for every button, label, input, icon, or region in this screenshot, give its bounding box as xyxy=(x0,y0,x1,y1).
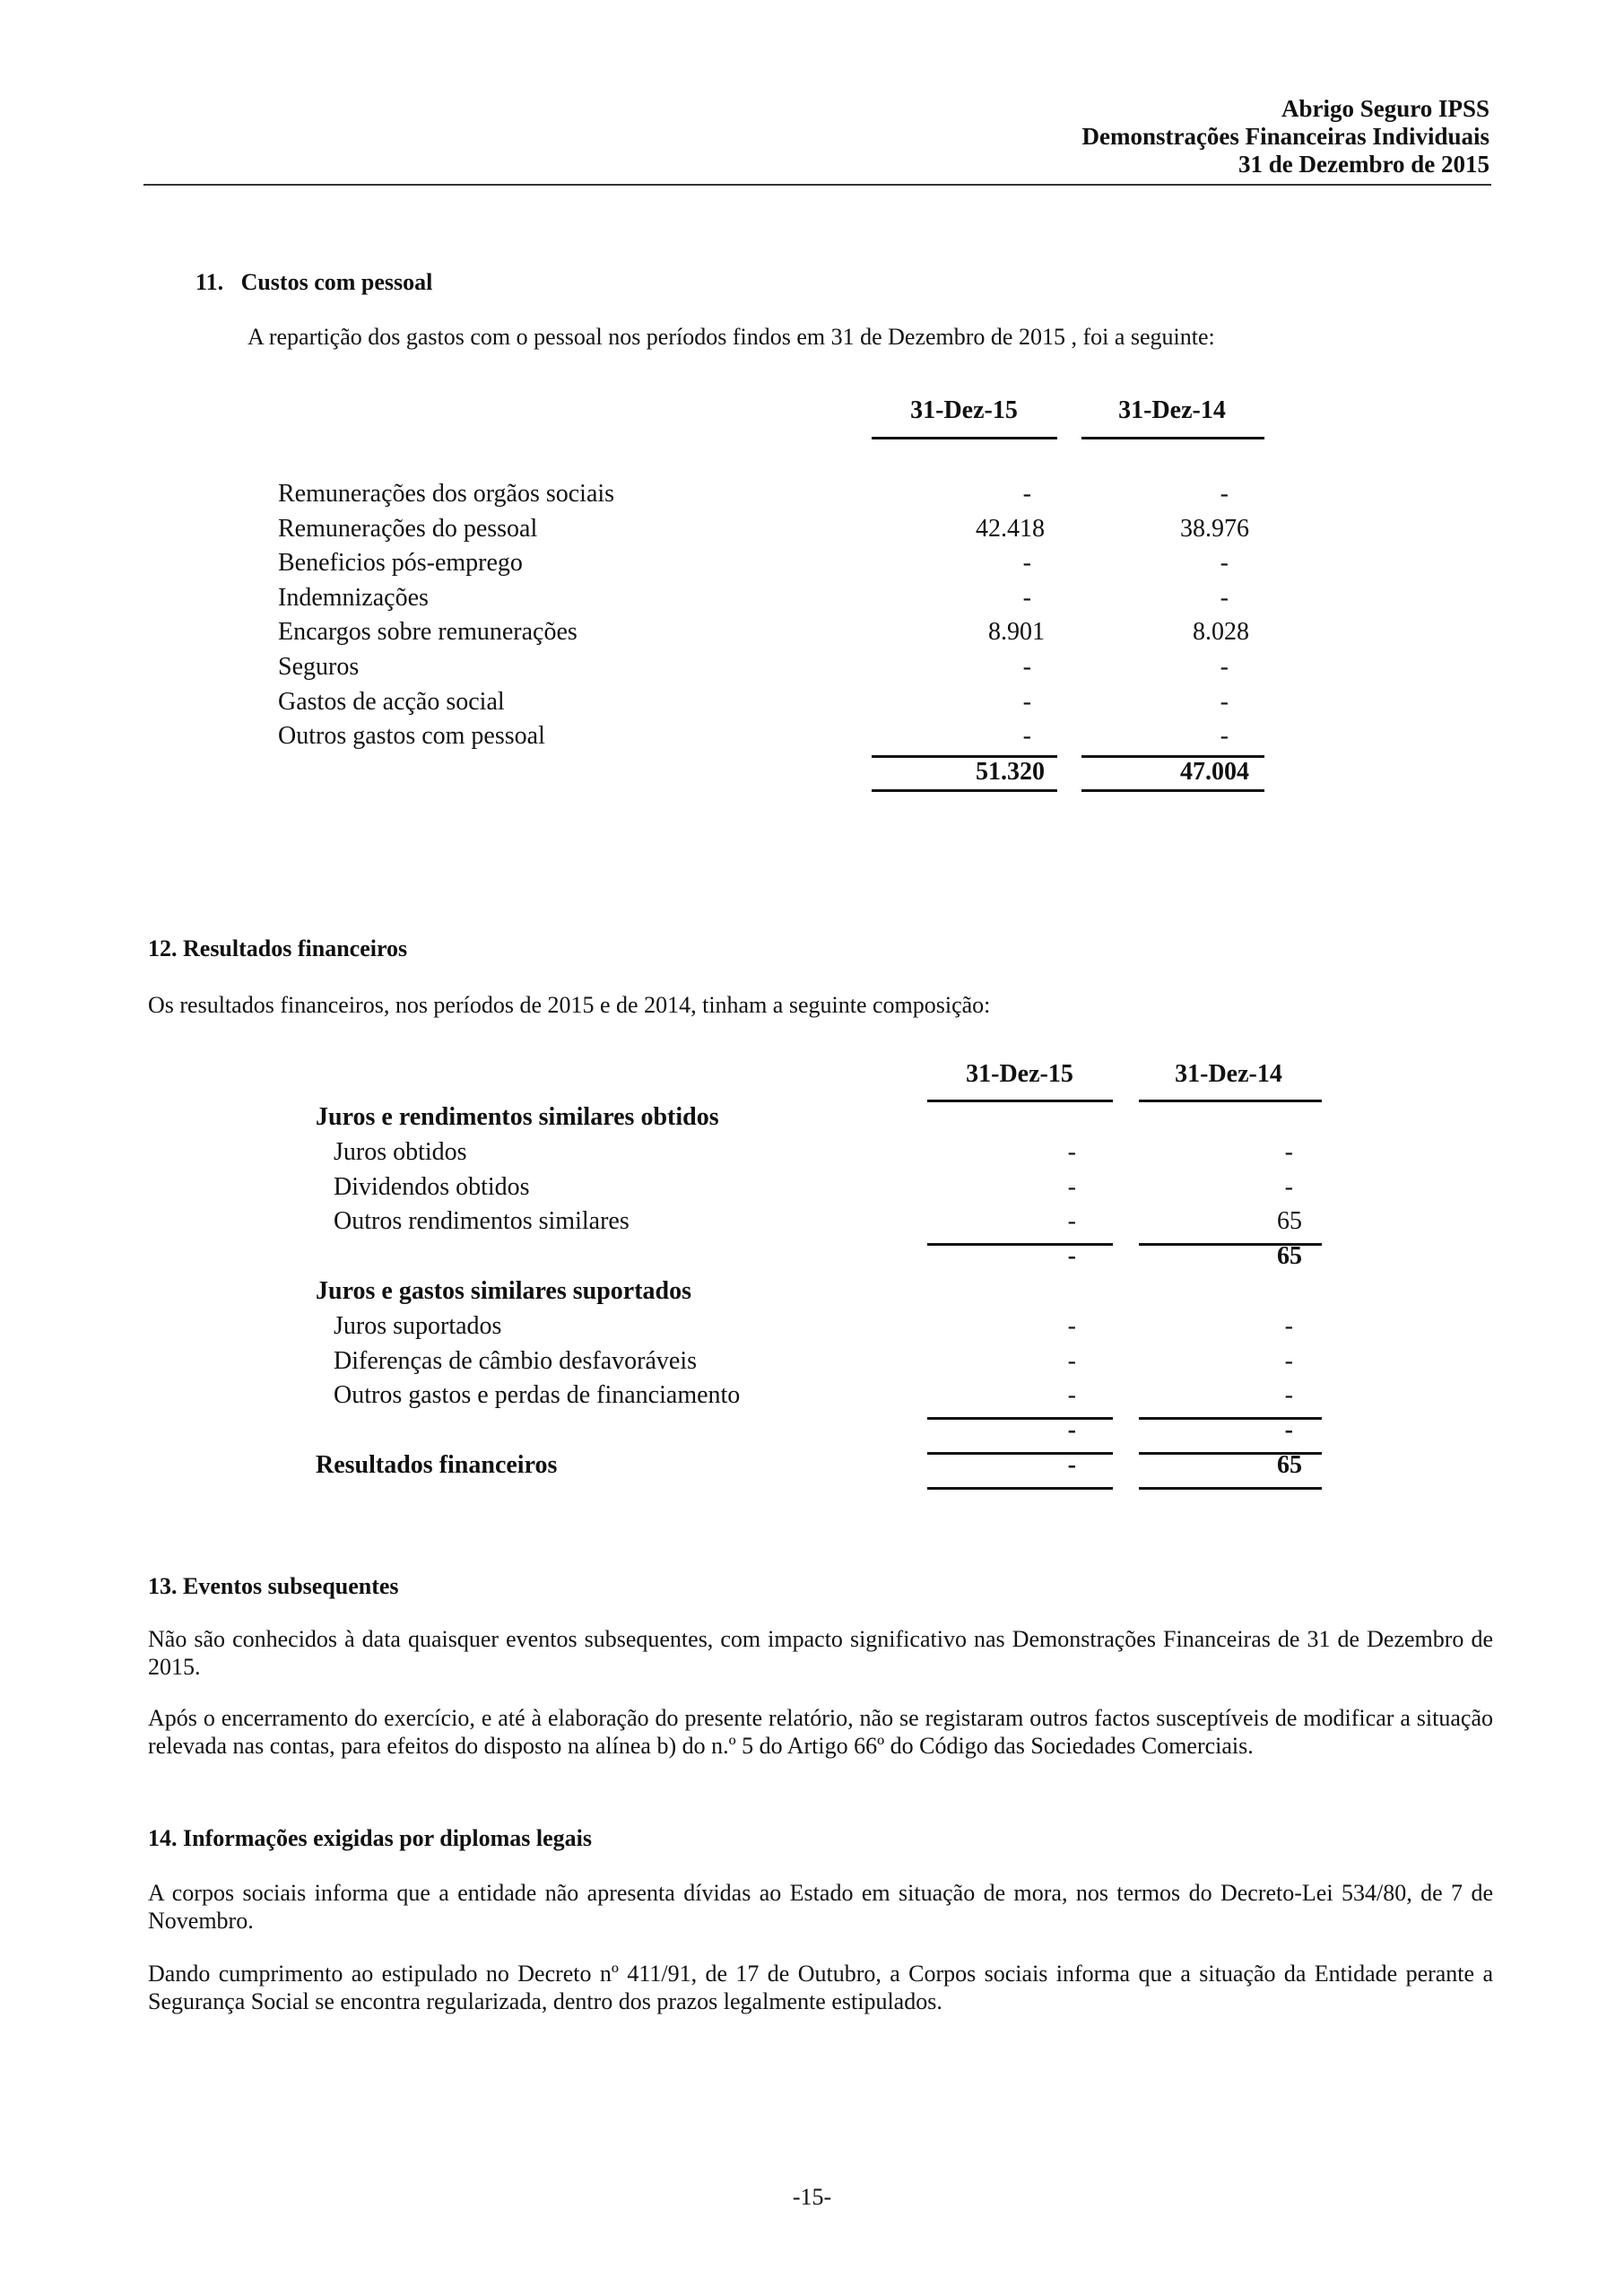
row-value-2014: 8.028 xyxy=(1193,618,1249,647)
row-label: Beneficios pós-emprego xyxy=(278,549,523,578)
subtotal-value-2014: 65 xyxy=(1277,1242,1302,1271)
row-value-2014: - xyxy=(1220,653,1229,681)
total-double-rule xyxy=(1081,789,1264,792)
row-value-2015: 42.418 xyxy=(976,514,1045,543)
subtotal-value-2015: - xyxy=(1067,1416,1076,1445)
subtotal-value-2015: - xyxy=(1067,1242,1076,1271)
row-label: Dividendos obtidos xyxy=(334,1172,530,1201)
row-value-2015: - xyxy=(1022,653,1031,681)
row-label: Encargos sobre remunerações xyxy=(278,618,578,647)
row-value-2015: - xyxy=(1022,583,1031,612)
row-label: Seguros xyxy=(278,653,360,681)
total-double-rule xyxy=(872,789,1057,792)
row-label: Juros obtidos xyxy=(334,1137,467,1166)
row-value-2015: - xyxy=(1022,480,1031,508)
page-header xyxy=(1081,95,1489,178)
document-date: 31 de Dezembro de 2015 xyxy=(1238,151,1489,178)
row-value-2014: - xyxy=(1220,480,1229,508)
row-value-2014: - xyxy=(1220,583,1229,612)
row-value-2014: 38.976 xyxy=(1180,514,1249,543)
section-14-paragraph-2: Dando cumprimento ao estipulado no Decreto nº 411/91, de 17 de Outubro, a Corpos sociais informa que a situação da Entidade perante a Segurança Social se encontra regularizada, dentro dos prazos legalmente estipulados. xyxy=(148,1961,1493,2014)
section-13-heading: 13. Eventos subsequentes xyxy=(148,1573,399,1599)
row-label: Gastos de acção social xyxy=(278,687,505,716)
total-value-2014: 47.004 xyxy=(1180,758,1249,786)
result-value-2015: - xyxy=(1067,1451,1076,1479)
row-value-2015: 8.901 xyxy=(988,618,1045,647)
section-12-heading: 12. Resultados financeiros xyxy=(148,935,408,961)
section-13-paragraph-1: Não são conhecidos à data quaisquer eventos subsequentes, com impacto significativo nas Demonstrações Financeiras de 31 de Dezembro de 2015. xyxy=(148,1626,1493,1680)
row-value-2015: - xyxy=(1067,1207,1076,1236)
group-title: Juros e gastos similares suportados xyxy=(316,1277,692,1305)
row-label: Indemnizações xyxy=(278,583,429,612)
row-value-2015: - xyxy=(1067,1172,1076,1201)
row-value-2014: 65 xyxy=(1277,1207,1302,1236)
row-value-2015: - xyxy=(1067,1137,1076,1166)
column-header-2015: 31-Dez-15 xyxy=(966,1060,1073,1088)
row-value-2015: - xyxy=(1022,722,1031,751)
row-value-2014: - xyxy=(1284,1311,1293,1340)
column-header-2015: 31-Dez-15 xyxy=(910,396,1018,424)
result-label: Resultados financeiros xyxy=(316,1451,558,1479)
row-value-2014: - xyxy=(1284,1346,1293,1375)
row-label: Outros rendimentos similares xyxy=(334,1207,630,1236)
row-value-2015: - xyxy=(1067,1381,1076,1410)
row-value-2015: - xyxy=(1067,1346,1076,1375)
row-label: Remunerações do pessoal xyxy=(278,514,538,543)
result-double-rule xyxy=(927,1487,1113,1490)
section-13-paragraph-2: Após o encerramento do exercício, e até à elaboração do presente relatório, não se registaram outros factos susceptíveis de modificar a situação relevada nas contas, para efeitos do disposto na alínea b) do n.º 5 do Artigo 66º do Código das Sociedades Comerciais. xyxy=(148,1705,1493,1759)
subtotal-value-2014: - xyxy=(1284,1416,1293,1445)
group-title: Juros e rendimentos similares obtidos xyxy=(316,1103,719,1131)
row-value-2014: - xyxy=(1220,549,1229,578)
section-11-intro: A repartição dos gastos com o pessoal nos períodos findos em 31 de Dezembro de 2015 , foi a seguinte: xyxy=(248,324,1215,350)
column-rule xyxy=(1081,437,1264,439)
row-label: Outros gastos e perdas de financiamento xyxy=(334,1381,741,1410)
page-number: -15- xyxy=(792,2184,832,2210)
row-value-2015: - xyxy=(1067,1311,1076,1340)
section-11-heading: 11. Custos com pessoal xyxy=(195,269,433,295)
column-rule xyxy=(872,437,1057,439)
row-value-2014: - xyxy=(1220,687,1229,716)
section-14-paragraph-1: A corpos sociais informa que a entidade não apresenta dívidas ao Estado em situação de mora, nos termos do Decreto-Lei 534/80, de 7 de Novembro. xyxy=(148,1880,1493,1934)
result-value-2014: 65 xyxy=(1277,1451,1302,1479)
total-value-2015: 51.320 xyxy=(976,758,1045,786)
row-value-2015: - xyxy=(1022,687,1031,716)
row-label: Remunerações dos orgãos sociais xyxy=(278,480,615,508)
row-value-2014: - xyxy=(1284,1172,1293,1201)
header-divider xyxy=(143,184,1491,186)
row-label: Juros suportados xyxy=(334,1311,502,1340)
column-header-2014: 31-Dez-14 xyxy=(1175,1060,1282,1088)
row-label: Diferenças de câmbio desfavoráveis xyxy=(334,1346,698,1375)
row-value-2014: - xyxy=(1284,1381,1293,1410)
column-rule xyxy=(1139,1100,1322,1102)
row-value-2014: - xyxy=(1220,722,1229,751)
document-title: Demonstrações Financeiras Individuais xyxy=(1081,123,1489,150)
section-12-intro: Os resultados financeiros, nos períodos de 2015 e de 2014, tinham a seguinte composição: xyxy=(148,992,991,1018)
result-double-rule xyxy=(1139,1487,1322,1490)
column-rule xyxy=(927,1100,1113,1102)
company-name: Abrigo Seguro IPSS xyxy=(1281,95,1489,122)
row-label: Outros gastos com pessoal xyxy=(278,722,545,751)
section-14-heading: 14. Informações exigidas por diplomas legais xyxy=(148,1825,592,1851)
row-value-2015: - xyxy=(1022,549,1031,578)
column-header-2014: 31-Dez-14 xyxy=(1118,396,1226,424)
row-value-2014: - xyxy=(1284,1137,1293,1166)
